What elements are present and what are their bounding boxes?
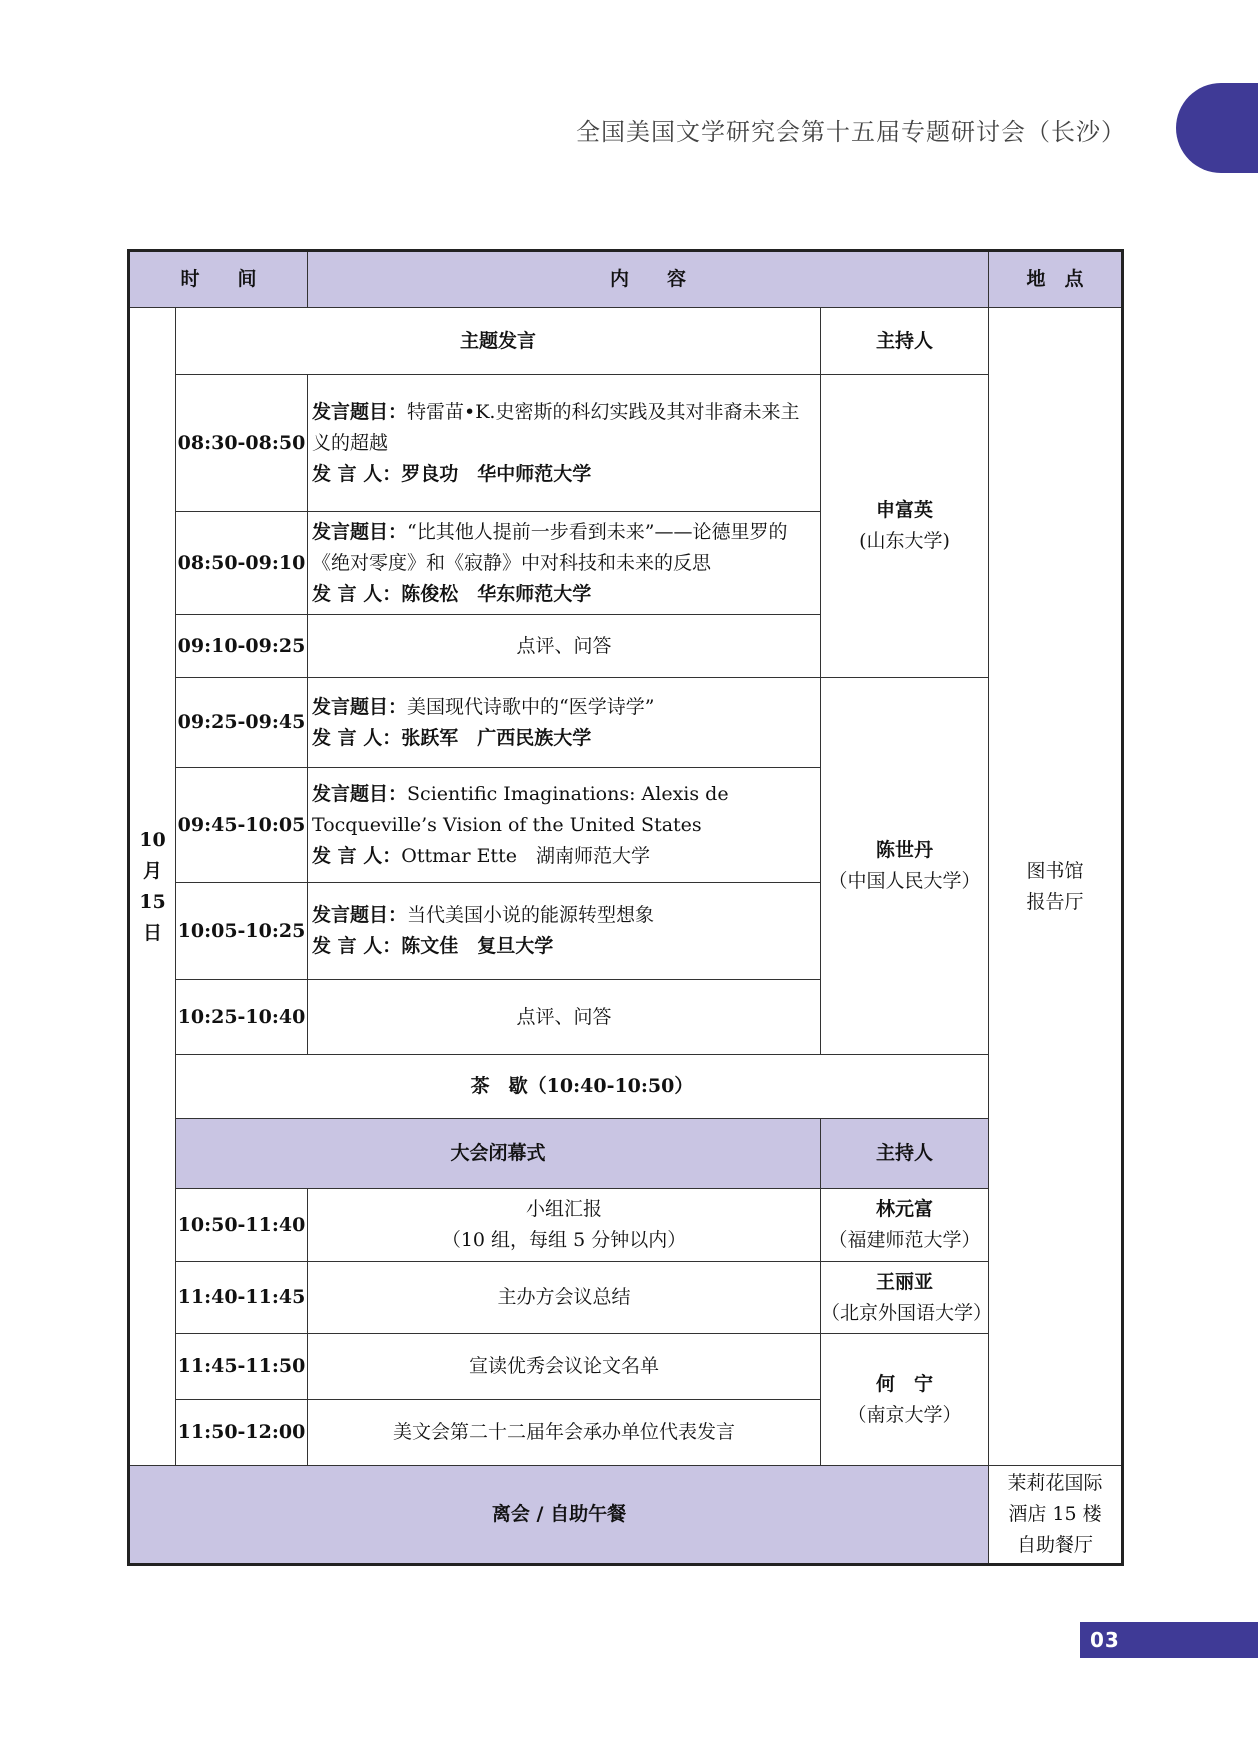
time-cell: 10:50-11:40 xyxy=(176,1189,308,1262)
time-cell: 11:50-12:00 xyxy=(176,1400,308,1466)
time-cell: 11:45-11:50 xyxy=(176,1334,308,1400)
time-cell: 09:45-10:05 xyxy=(176,768,308,883)
header-venue: 地 点 xyxy=(989,251,1123,308)
talk-cell: 发言题目：美国现代诗歌中的“医学诗学” 发 言 人：张跃军 广西民族大学 xyxy=(308,678,821,768)
table-header-row xyxy=(129,251,1123,308)
tea-break: 茶 歇（10:40-10:50） xyxy=(176,1055,989,1119)
host-cell: 林元富 （福建师范大学） xyxy=(821,1189,989,1262)
talk-cell: 发言题目：特雷苗•K.史密斯的科幻实践及其对非裔未来主义的超越 发 言 人：罗良功 华中师范大学 xyxy=(308,375,821,512)
host-cell: 王丽亚 （北京外国语大学） xyxy=(821,1262,989,1334)
talk-cell: 发言题目：Scientific Imaginations: Alexis de Tocqueville’s Vision of the United States 发 言 人：Ottmar Ette 湖南师范大学 xyxy=(308,768,821,883)
discussion-cell: 点评、问答 xyxy=(308,980,821,1055)
time-cell: 08:50-09:10 xyxy=(176,512,308,615)
closing-host-heading: 主持人 xyxy=(821,1119,989,1189)
host-cell: 申富英 (山东大学) xyxy=(821,375,989,678)
keynote-heading-row xyxy=(129,308,1123,375)
table-row xyxy=(129,1262,1123,1334)
host-cell: 何 宁 （南京大学） xyxy=(821,1334,989,1466)
table-row xyxy=(129,1334,1123,1400)
corner-tab-decoration xyxy=(1176,83,1258,173)
date-cell: 10 月 15 日 xyxy=(129,308,176,1466)
time-cell: 11:40-11:45 xyxy=(176,1262,308,1334)
time-cell: 09:10-09:25 xyxy=(176,615,308,678)
keynote-heading: 主题发言 xyxy=(176,308,821,375)
time-cell: 08:30-08:50 xyxy=(176,375,308,512)
table-row xyxy=(129,1189,1123,1262)
header-title: 全国美国文学研究会第十五届专题研讨会（长沙） xyxy=(576,118,1126,146)
lunch-row xyxy=(129,1466,1123,1565)
closing-heading: 大会闭幕式 xyxy=(176,1119,821,1189)
closing-item: 小组汇报 （10 组，每组 5 分钟以内） xyxy=(308,1189,821,1262)
talk-cell: 发言题目：“比其他人提前一步看到未来”——论德里罗的《绝对零度》和《寂静》中对科技和未来的反思 发 言 人：陈俊松 华东师范大学 xyxy=(308,512,821,615)
venue-main: 图书馆 报告厅 xyxy=(989,308,1123,1466)
closing-item: 美文会第二十二届年会承办单位代表发言 xyxy=(308,1400,821,1466)
lunch-text: 离会 / 自助午餐 xyxy=(129,1466,989,1565)
host-cell: 陈世丹 （中国人民大学） xyxy=(821,678,989,1055)
closing-heading-row xyxy=(129,1119,1123,1189)
time-cell: 09:25-09:45 xyxy=(176,678,308,768)
header-time: 时 间 xyxy=(129,251,308,308)
talk-cell: 发言题目：当代美国小说的能源转型想象 发 言 人：陈文佳 复旦大学 xyxy=(308,883,821,980)
time-cell: 10:05-10:25 xyxy=(176,883,308,980)
tea-break-row xyxy=(129,1055,1123,1119)
page-number: 03 xyxy=(1080,1622,1258,1658)
keynote-host-heading: 主持人 xyxy=(821,308,989,375)
schedule-table xyxy=(127,249,1124,1566)
header-content: 内 容 xyxy=(308,251,989,308)
table-row xyxy=(129,678,1123,768)
closing-item: 主办方会议总结 xyxy=(308,1262,821,1334)
closing-item: 宣读优秀会议论文名单 xyxy=(308,1334,821,1400)
discussion-cell: 点评、问答 xyxy=(308,615,821,678)
table-row xyxy=(129,375,1123,512)
time-cell: 10:25-10:40 xyxy=(176,980,308,1055)
lunch-venue: 茉莉花国际 酒店 15 楼 自助餐厅 xyxy=(989,1466,1123,1565)
